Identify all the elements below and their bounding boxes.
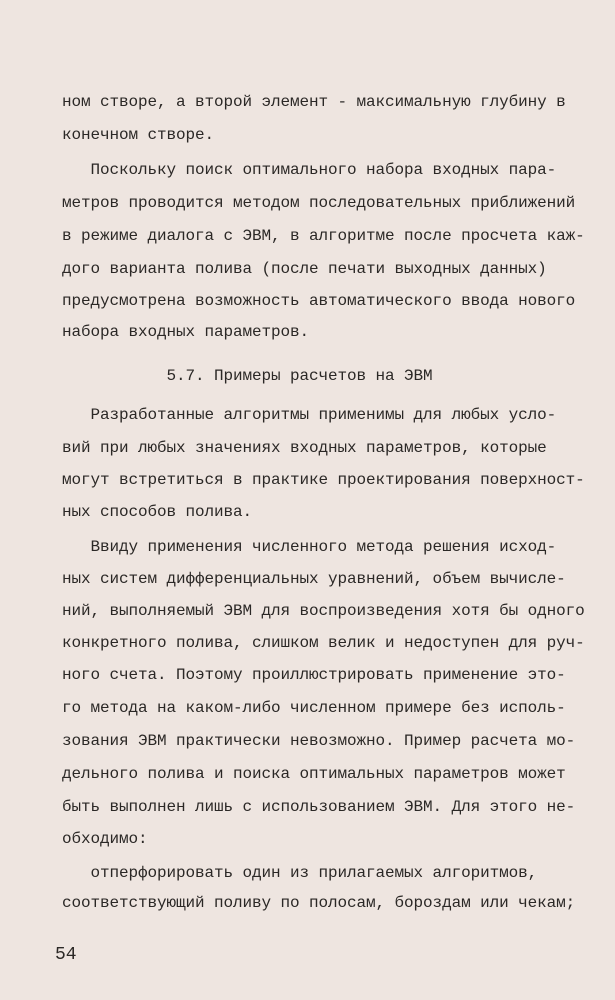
text-line: в режиме диалога с ЭВМ, в алгоритме после просчета каж- [62,227,585,245]
text-line: зования ЭВМ практически невозможно. Пример расчета мо- [62,732,576,750]
text-line: обходимо: [62,830,148,848]
text-line: ного счета. Поэтому проиллюстрировать применение это- [62,666,566,684]
text-line: вий при любых значениях входных параметров, которые [62,439,547,457]
text-line: го метода на каком-либо численном примере без исполь- [62,699,566,717]
text-line: метров проводится методом последовательных приближений [62,194,576,212]
text-line: ных способов полива. [62,503,253,521]
text-line: ном створе, а второй элемент - максимальную глубину в [62,93,566,111]
text-line: конкретного полива, слишком велик и недоступен для руч- [62,634,585,652]
page-number: 54 [55,945,77,965]
text-line: Ввиду применения численного метода решения исход- [62,538,557,556]
text-line: конечном створе. [62,126,215,144]
text-line: предусмотрена возможность автоматического ввода нового [62,292,576,310]
text-line: соответствующий поливу по полосам, бороздам или чекам; [62,894,576,912]
text-line: Поскольку поиск оптимального набора входных пара- [62,161,557,179]
text-line: дельного полива и поиска оптимальных параметров может [62,765,566,783]
text-line: быть выполнен лишь с использованием ЭВМ. Для этого не- [62,798,576,816]
text-line: набора входных параметров. [62,323,310,341]
text-line: могут встретиться в практике проектирования поверхност- [62,471,585,489]
text-line: ний, выполняемый ЭВМ для воспроизведения хотя бы одного [62,602,585,620]
text-line: ных систем дифференциальных уравнений, объем вычисле- [62,570,566,588]
text-line: отперфорировать один из прилагаемых алгоритмов, [62,864,538,882]
section-heading: 5.7. Примеры расчетов на ЭВМ [62,367,433,385]
text-line: дого варианта полива (после печати выходных данных) [62,260,547,278]
text-line: Разработанные алгоритмы применимы для любых усло- [62,406,557,424]
